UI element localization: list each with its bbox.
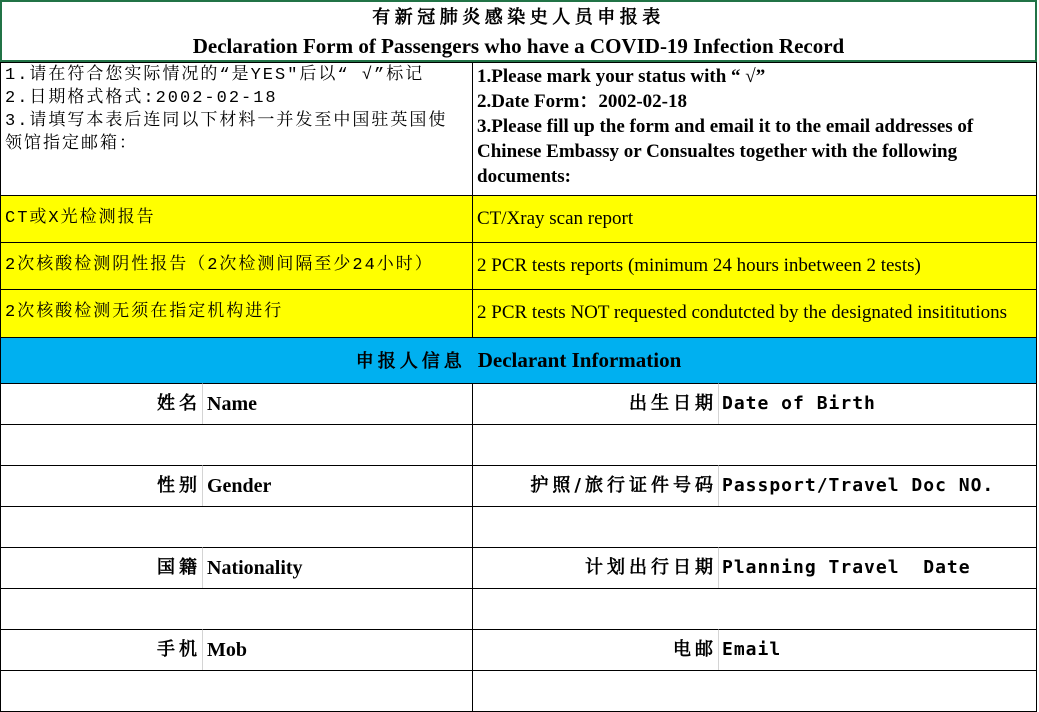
declarant-info-header [0,337,1037,384]
mobile-input-cell[interactable] [0,670,473,712]
label-mobile-en: Mob [202,629,473,671]
label-gender-zh: 性别 [0,465,203,507]
instruction-en-2: 2.Date Form：2002-02-18 [477,91,688,112]
instructions-en-cell [472,62,1037,196]
date-of-birth-input-cell[interactable] [472,424,1037,466]
label-passport-zh: 护照/旅行证件号码 [472,465,719,507]
label-name-en: Name [202,383,473,425]
label-nationality-en: Nationality [202,547,473,589]
label-date-of-birth-zh: 出生日期 [472,383,719,425]
doc-pcr-reports-en: 2 PCR tests reports (minimum 24 hours inbetween 2 tests) [472,242,1037,290]
instruction-en-3: 3.Please fill up the form and email it to the email addresses of Chinese Embassy or Consualtes together with the following documents: [477,116,974,187]
instruction-zh-3: 3.请填写本表后连同以下材料一并发至中国驻英国使领馆指定邮箱： [5,112,448,154]
label-email-en: Email [718,629,1037,671]
label-nationality-zh: 国籍 [0,547,203,589]
declarant-info-title-en: Declarant Information [477,348,682,372]
instructions-zh-cell [0,62,473,196]
label-date-of-birth-en: Date of Birth [718,383,1037,425]
form-title-cell [0,0,1037,62]
label-gender-en: Gender [202,465,473,507]
doc-pcr-reports-zh: 2次核酸检测阴性报告（2次检测间隔至少24小时） [0,242,473,290]
declarant-info-title-zh: 申报人信息 [355,351,466,372]
doc-ct-xray-zh: CT或X光检测报告 [0,195,473,243]
instruction-zh-1: 1.请在符合您实际情况的“是YES"后以“ √”标记 [5,66,425,85]
label-travel-date-zh: 计划出行日期 [472,547,719,589]
nationality-input-cell[interactable] [0,588,473,630]
form-title-zh: 有新冠肺炎感染史人员申报表 [372,7,665,28]
label-mobile-zh: 手机 [0,629,203,671]
label-passport-en: Passport/Travel Doc NO. [718,465,1037,507]
doc-ct-xray-en: CT/Xray scan report [472,195,1037,243]
gender-input-cell[interactable] [0,506,473,548]
doc-pcr-institution-en: 2 PCR tests NOT requested condutcted by the designated insititutions [472,289,1037,338]
label-travel-date-en: Planning Travel Date [718,547,1037,589]
email-input-cell[interactable] [472,670,1037,712]
name-input-cell[interactable] [0,424,473,466]
label-name-zh: 姓名 [0,383,203,425]
instruction-en-1: 1.Please mark your status with “ √” [477,66,766,87]
travel-date-input-cell[interactable] [472,588,1037,630]
form-title-en: Declaration Form of Passengers who have a COVID-19 Infection Record [192,34,845,58]
label-email-zh: 电邮 [472,629,719,671]
passport-input-cell[interactable] [472,506,1037,548]
instruction-zh-2: 2.日期格式格式:2002-02-18 [5,89,278,108]
doc-pcr-institution-zh: 2次核酸检测无须在指定机构进行 [0,289,473,338]
